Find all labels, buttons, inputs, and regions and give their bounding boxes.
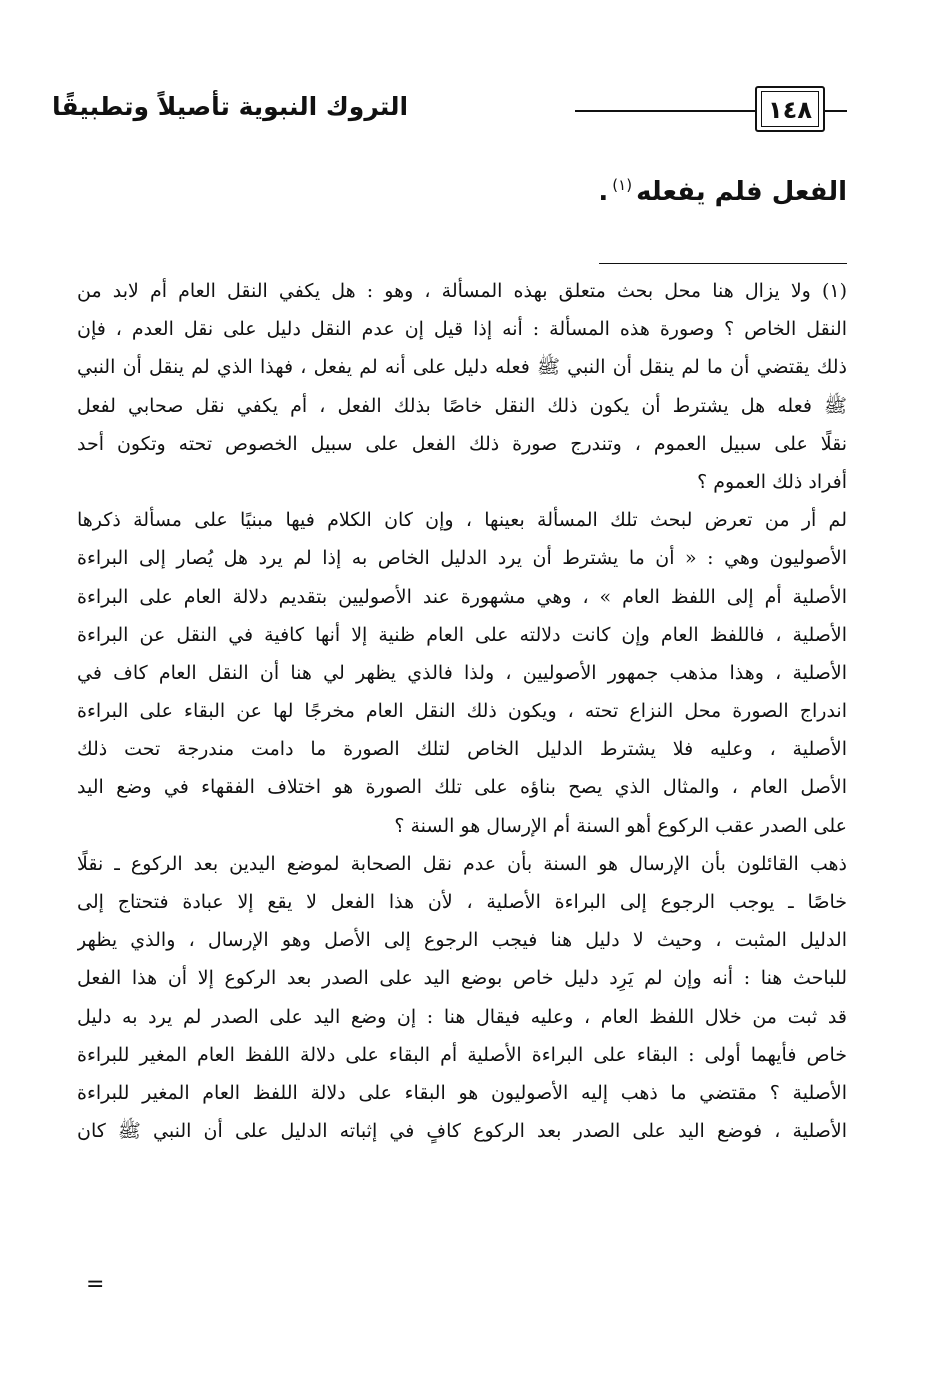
footnote-paragraph-2 [77, 501, 847, 845]
page-number: ١٤٨ [768, 96, 812, 124]
footnote-paragraph-3 [77, 845, 847, 1151]
continuation-mark: = [86, 1272, 105, 1297]
main-text [598, 176, 847, 207]
footnote-line: الأصلية ، فاللفظ العام وإن كانت دلالته على العام ظنية إلا أنها كافية في النقل عن البراءة [77, 623, 847, 646]
footnote-line: ﷺ فعله هل يشترط أن يكون ذلك النقل خاصًا بذلك الفعل ، أم يكفي نقل صحابي لفعل [77, 394, 847, 417]
footnote-line: اندراج الصورة محل النزاع تحته ، ويكون ذلك النقل العام مخرجًا لها عن البقاء على البراءة [77, 700, 847, 723]
footnote-line: على الصدر عقب الركوع أهو السنة أم الإرسال هو السنة ؟ [394, 814, 847, 837]
footnotes [77, 272, 847, 1150]
page-number-frame [755, 86, 825, 132]
footnote-line: الأصلية ، وعليه فلا يشترط الدليل الخاص لتلك الصورة ما دامت مندرجة تحت ذلك [77, 738, 847, 761]
footnote-line: الأصل العام ، والمثال الذي يصح بناؤه على تلك الصورة هو اختلاف الفقهاء في وضع اليد [77, 776, 847, 799]
footnote-line: الأصلية ؟ مقتضي ما ذهب إليه الأصوليون هو البقاء على دلالة اللفظ العام المغير للبراءة [77, 1081, 847, 1104]
header-rule-middle [575, 110, 755, 112]
footnote-line: الأصلية أم إلى اللفظ العام » ، وهي مشهورة عند الأصوليين بتقديم دلالة العام على البراءة [77, 585, 847, 608]
footnote-line: لم أر من تعرض لبحث تلك المسألة بعينها ، وإن كان الكلام فيها مبنيًا على مسألة ذكرها [77, 509, 847, 532]
footnote-line: قد ثبت من خلال اللفظ العام ، وعليه فيقال هنا : إن وضع اليد على الصدر لم يرد به دليل [77, 1005, 847, 1028]
footnote-line: نقلًا على سبيل العموم ، وتندرج صورة ذلك الفعل على سبيل الخصوص تحته وتكون أحد [77, 432, 847, 455]
footnote-paragraph-1 [77, 272, 847, 501]
footnote-line: خاص فأيهما أولى : البقاء على البراءة الأصلية أم البقاء على دلالة اللفظ العام المغير للبراءة [77, 1043, 847, 1066]
footnote-line: الأصوليون وهي : « أن ما يشترط أن يرد الدليل الخاص به إذا لم يرد هل يُصار إلى البراءة [77, 547, 847, 570]
footnote-line: الأصلية ، فوضع اليد على الصدر بعد الركوع كافٍ في إثباته الدليل على أن النبي ﷺ كان [77, 1120, 847, 1143]
main-text-end: . [598, 177, 609, 207]
footnote-reference: (١) [612, 176, 633, 194]
footnote-line: الدليل المثبت ، وحيث لا دليل هنا فيجب الرجوع إلى الأصل وهو الإرسال ، والذي يظهر [77, 929, 847, 952]
main-text-content: الفعل فلم يفعله [636, 177, 847, 207]
footnote-line: ذلك يقتضي أن ما لم ينقل أن النبي ﷺ فعله دليل على أنه لم يفعل ، فهذا الذي لم ينقل أن النبي [77, 356, 847, 379]
header-rule-right [825, 110, 847, 112]
book-title: التروك النبوية تأصيلاً وتطبيقًا [52, 92, 409, 121]
footnote-line: النقل الخاص ؟ وصورة هذه المسألة : أنه إذا قيل إن عدم النقل دليل على نقل العدم ، فإن [77, 318, 847, 341]
footnote-line: الأصلية ، وهذا مذهب جمهور الأصوليين ، ولذا فالذي يظهر لي هنا أن النقل العام كاف في [77, 661, 847, 684]
footnote-separator [599, 263, 847, 264]
footnote-line: للباحث هنا : أنه وإن لم يَرِد دليل خاص بوضع اليد على الصدر بعد الركوع إلا أن هذا الفعل [77, 967, 847, 990]
footnote-line: خاصًا ـ يوجب الرجوع إلى البراءة الأصلية ، لأن هذا الفعل لا يقع إلا عبادة فتحتاج إلى [77, 891, 847, 913]
page-header [52, 82, 847, 138]
footnote-line: ذهب القائلون بأن الإرسال هو السنة بأن عدم نقل الصحابة لموضع اليدين بعد الركوع ـ نقلًا [77, 852, 847, 875]
footnote-line: أفراد ذلك العموم ؟ [697, 470, 847, 493]
footnote-line: (١) ولا يزال هنا محل بحث متعلق بهذه المسألة ، وهو : هل يكفي النقل العام أم لابد من [77, 280, 847, 302]
